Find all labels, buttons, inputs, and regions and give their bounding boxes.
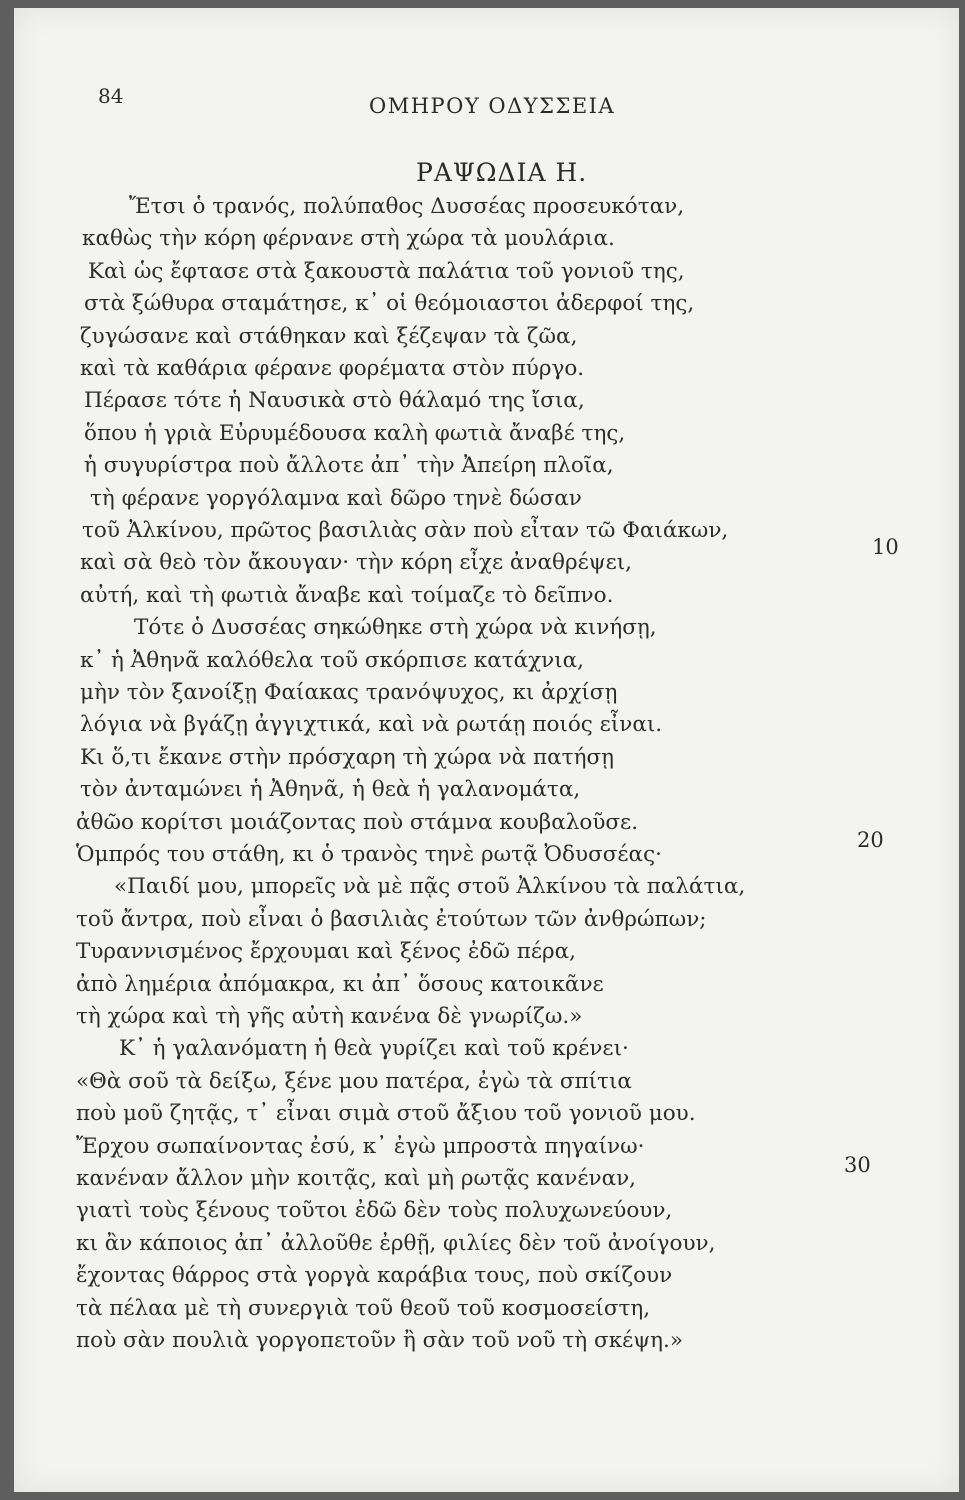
verse-line: καθὼς τὴν κόρη φέρνανε στὴ χώρα τὰ μουλάρια. (82, 226, 615, 252)
verse-line: στὰ ξώθυρα σταμάτησε, κ᾽ οἱ θεόμοιαστοι ἀδερφοί της, (84, 291, 695, 317)
verse-line: καὶ τὰ καθάρια φέρανε φορέματα στὸν πύργο. (80, 356, 585, 381)
verse-line: τοῦ Ἀλκίνου, πρῶτος βασιλιὰς σὰν ποὺ εἶταν τῶ Φαιάκων, (82, 518, 729, 543)
verse-line: τὴ φέρανε γοργόλαμνα καὶ δῶρο τηνὲ δώσαν (90, 485, 582, 511)
verse-line: «Θὰ σοῦ τὰ δείξω, ξένε μου πατέρα, ἐγὼ τὰ σπίτια (76, 1068, 632, 1094)
verse-line: ἡ συγυρίστρα ποὺ ἄλλοτε ἀπ᾽ τὴν Ἀπείρη πλοῖα, (84, 453, 614, 479)
verse-line: κανέναν ἄλλον μὴν κοιτᾷς, καὶ μὴ ρωτᾷς κανέναν, (76, 1166, 636, 1191)
verse-line: Ἔρχου σωπαίνοντας ἐσύ, κ᾽ ἐγὼ μπροστὰ πηγαίνω· (76, 1133, 645, 1159)
verse-line: Πέρασε τότε ἡ Ναυσικὰ στὸ θάλαμό της ἴσια, (84, 388, 585, 414)
verse-line: Τυραννισμένος ἔρχουμαι καὶ ξένος ἐδῶ πέρα, (76, 939, 576, 965)
verse-line: ποὺ μοῦ ζητᾷς, τ᾽ εἶναι σιμὰ στοῦ ἄξιου τοῦ γονιοῦ μου. (76, 1101, 696, 1127)
verse-line: Κι ὅ,τι ἔκανε στὴν πρόσχαρη τὴ χώρα νὰ πατήσῃ (80, 744, 615, 770)
verse-line: ποὺ σὰν πουλιὰ γοργοπετοῦν ἢ σὰν τοῦ νοῦ τὴ σκέψη.» (76, 1328, 684, 1353)
verse-line: κι ἂν κάποιος ἀπ᾽ ἀλλοῦθε ἐρθῇ, φιλίες δὲν τοῦ ἀνοίγουν, (76, 1230, 716, 1256)
verse-line: Κ᾽ ἡ γαλανόματη ἡ θεὰ γυρίζει καὶ τοῦ κρένει· (119, 1036, 629, 1062)
verse-line: ἀθῶο κορίτσι μοιάζοντας ποὺ στάμνα κουβαλοῦσε. (76, 809, 639, 835)
verse-line: τὸν ἀνταμώνει ἡ Ἀθηνᾶ, ἡ θεὰ ἡ γαλανομάτα, (80, 777, 581, 803)
rhapsody-title: ΡΑΨΩΔΙΑ Η. (416, 158, 588, 187)
verse-line: Ὁμπρός του στάθη, κι ὁ τρανὸς τηνὲ ρωτᾷ Ὀδυσσέας· (76, 842, 662, 867)
verse-line: κ᾽ ἡ Ἀθηνᾶ καλόθελα τοῦ σκόρπισε κατάχνια, (80, 647, 585, 673)
verse-line: καὶ σὰ θεὸ τὸν ἄκουγαν· τὴν κόρη εἶχε ἀναθρέψει, (80, 550, 633, 576)
verse-line: γιατὶ τοὺς ξένους τοῦτοι ἐδῶ δὲν τοὺς πολυχωνεύουν, (76, 1198, 673, 1224)
verse-line: ὅπου ἡ γριὰ Εὐρυμέδουσα καλὴ φωτιὰ ἄναβέ της, (84, 420, 626, 446)
verse-line: αὐτή, καὶ τὴ φωτιὰ ἄναβε καὶ τοίμαζε τὸ δεῖπνο. (80, 582, 614, 608)
verse-line: Ἔτσι ὁ τρανός, πολύπαθος Δυσσέας προσευκόταν, (129, 194, 685, 219)
verse-line: τοῦ ἄντρα, ποὺ εἶναι ὁ βασιλιὰς ἐτούτων τῶν ἀνθρώπων; (76, 906, 707, 932)
verse-line: Τότε ὁ Δυσσέας σηκώθηκε στὴ χώρα νὰ κινήσῃ, (134, 615, 657, 641)
line-number-20: 20 (857, 828, 884, 852)
verse-line: τὰ πέλαα μὲ τὴ συνεργιὰ τοῦ θεοῦ τοῦ κοσμοσείστη, (76, 1295, 651, 1321)
verse-line: «Παιδί μου, μπορεῖς νὰ μὲ πᾷς στοῦ Ἀλκίνου τὰ παλάτια, (114, 874, 746, 900)
verse-line: ζυγώσανε καὶ στάθηκαν καὶ ξέζεψαν τὰ ζῶα, (80, 323, 578, 349)
line-number-10: 10 (872, 535, 899, 559)
page-number: 84 (98, 84, 124, 108)
verse-line: ἔχοντας θάρρος στὰ γοργὰ καράβια τους, ποὺ σκίζουν (76, 1263, 673, 1289)
book-page (14, 8, 959, 1492)
verse-line: λόγια νὰ βγάζῃ ἀγγιχτικά, καὶ νὰ ρωτάῃ ποιός εἶναι. (80, 712, 663, 738)
line-number-30: 30 (844, 1153, 871, 1177)
running-head: ΟΜΗΡΟΥ ΟΔΥΣΣΕΙΑ (369, 94, 616, 118)
verse-line: ἀπὸ λημέρια ἀπόμακρα, κι ἀπ᾽ ὅσους κατοικᾶνε (76, 971, 604, 997)
verse-line: Καὶ ὡς ἔφτασε στὰ ξακουστὰ παλάτια τοῦ γονιοῦ της, (88, 258, 685, 284)
verse-line: μὴν τὸν ξανοίξῃ Φαίακας τρανόψυχος, κι ἀρχίσῃ (80, 680, 618, 705)
verse-line: τὴ χώρα καὶ τὴ γῆς αὐτὴ κανένα δὲ γνωρίζω.» (76, 1004, 583, 1029)
